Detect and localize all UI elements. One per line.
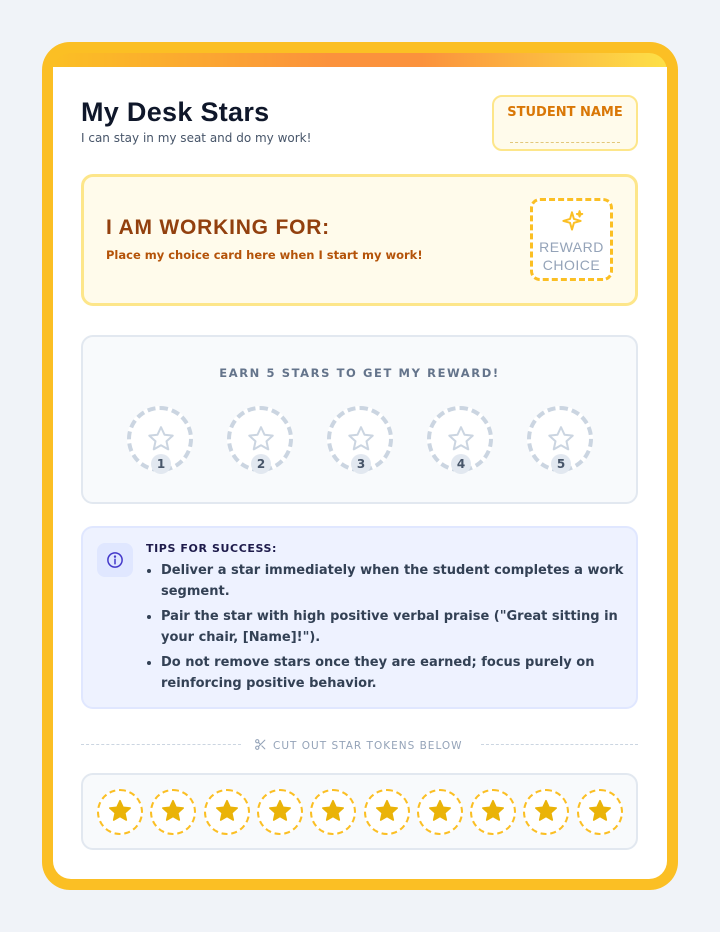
star-slot-number: 2: [251, 454, 271, 474]
star-chart-title: EARN 5 STARS TO GET MY REWARD!: [219, 366, 500, 380]
tips-title: TIPS FOR SUCCESS:: [146, 542, 278, 555]
star-icon: [267, 798, 293, 824]
reward-choice-label: [533, 238, 610, 274]
star-icon: [587, 798, 613, 824]
star-token[interactable]: [577, 789, 623, 835]
star-slot[interactable]: [527, 406, 593, 472]
star-icon: [320, 798, 346, 824]
star-token[interactable]: [364, 789, 410, 835]
star-icon: [427, 798, 453, 824]
star-token[interactable]: [150, 789, 196, 835]
reward-label-line2: CHOICE: [542, 257, 601, 273]
cut-line-left: [81, 744, 241, 745]
goal-title: I AM WORKING FOR:: [106, 216, 330, 239]
star-outline-icon: [246, 424, 276, 454]
scissors-icon: [254, 738, 267, 751]
star-slot[interactable]: [327, 406, 393, 472]
tip-item: • Pair the star with high positive verbal praise ("Great sitting in your chair, [Name]!").: [161, 606, 631, 648]
star-icon: [533, 798, 559, 824]
student-name-line[interactable]: [510, 142, 620, 143]
star-icon: [374, 798, 400, 824]
info-icon-badge: [97, 543, 133, 577]
star-outline-icon: [146, 424, 176, 454]
star-icon: [107, 798, 133, 824]
cut-instruction-label: CUT OUT STAR TOKENS BELOW: [273, 740, 463, 752]
star-slot-number: 1: [151, 454, 171, 474]
sparkles-icon: [559, 209, 585, 235]
star-slot[interactable]: [227, 406, 293, 472]
cut-line-right: [481, 744, 638, 745]
student-name-box[interactable]: [492, 95, 638, 151]
goal-subtitle: Place my choice card here when I start my work!: [106, 248, 423, 262]
tips-list: [144, 560, 631, 698]
page-subtitle: I can stay in my seat and do my work!: [81, 131, 312, 145]
star-token[interactable]: [470, 789, 516, 835]
page-title: My Desk Stars: [81, 97, 270, 127]
tip-item: • Deliver a star immediately when the student completes a work segment.: [161, 560, 631, 602]
reward-choice-slot[interactable]: [530, 198, 613, 281]
star-token[interactable]: [257, 789, 303, 835]
star-icon: [480, 798, 506, 824]
star-outline-icon: [546, 424, 576, 454]
info-icon: [106, 551, 124, 569]
star-token[interactable]: [204, 789, 250, 835]
star-token[interactable]: [417, 789, 463, 835]
star-slot[interactable]: [427, 406, 493, 472]
star-icon: [160, 798, 186, 824]
student-name-label: STUDENT NAME: [507, 105, 623, 120]
star-token[interactable]: [310, 789, 356, 835]
star-icon: [214, 798, 240, 824]
tip-item: • Do not remove stars once they are earned; focus purely on reinforcing positive behavior.: [161, 652, 631, 694]
star-token[interactable]: [97, 789, 143, 835]
star-outline-icon: [346, 424, 376, 454]
star-slot-number: 3: [351, 454, 371, 474]
star-slot-number: 5: [551, 454, 571, 474]
reward-label-line1: REWARD: [539, 239, 604, 255]
star-slot[interactable]: [127, 406, 193, 472]
cut-instruction: [254, 738, 463, 752]
star-outline-icon: [446, 424, 476, 454]
star-slot-number: 4: [451, 454, 471, 474]
